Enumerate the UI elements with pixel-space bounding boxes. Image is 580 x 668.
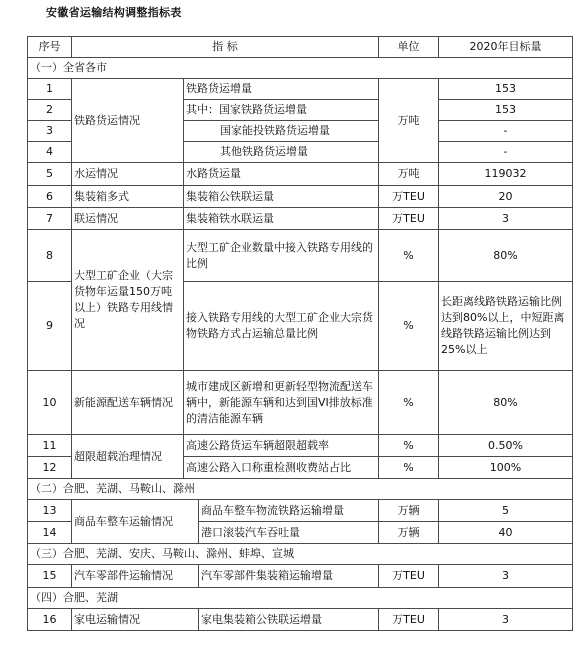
row-category: 商品车整车运输情况 (72, 500, 199, 544)
row-seq: 8 (28, 230, 72, 282)
row-target: 80% (439, 371, 573, 435)
row-unit: 万TEU (379, 609, 439, 631)
row-category: 大型工矿企业（大宗货物年运量150万吨以上）铁路专用线情况 (72, 230, 184, 371)
row-indicator: 铁路货运增量 (184, 79, 379, 100)
row-indicator: 商品车整车物流铁路运输增量 (199, 500, 379, 522)
row-target: 80% (439, 230, 573, 282)
row-seq: 11 (28, 435, 72, 457)
row-target: - (439, 142, 573, 163)
row-unit: % (379, 435, 439, 457)
header-indicator: 指 标 (72, 37, 379, 58)
row-indicator: 家电集装箱公铁联运增量 (199, 609, 379, 631)
row-unit: % (379, 230, 439, 282)
row-target: 5 (439, 500, 573, 522)
row-indicator: 高速公路货运车辆超限超载率 (184, 435, 379, 457)
row-seq: 2 (28, 100, 72, 121)
row-unit: % (379, 282, 439, 371)
row-seq: 5 (28, 163, 72, 186)
row-category: 水运情况 (72, 163, 184, 186)
header-row (28, 37, 573, 58)
table-row (28, 609, 573, 631)
row-indicator: 高速公路入口称重检测收费站占比 (184, 457, 379, 479)
section-label: （二）合肥、芜湖、马鞍山、滁州 (28, 479, 573, 500)
row-indicator: 其他铁路货运增量 (184, 142, 379, 163)
row-unit: 万TEU (379, 186, 439, 208)
section-label: （一）全省各市 (28, 58, 573, 79)
row-seq: 10 (28, 371, 72, 435)
table-row (28, 435, 573, 457)
row-category: 集装箱多式 (72, 186, 184, 208)
section-row (28, 58, 573, 79)
row-category: 家电运输情况 (72, 609, 199, 631)
table-row (28, 208, 573, 230)
row-indicator: 集装箱铁水联运量 (184, 208, 379, 230)
table-row (28, 371, 573, 435)
row-unit: % (379, 457, 439, 479)
header-unit: 单位 (379, 37, 439, 58)
indicator-table (27, 36, 573, 631)
row-seq: 3 (28, 121, 72, 142)
row-indicator: 接入铁路专用线的大型工矿企业大宗货物铁路方式占运输总量比例 (184, 282, 379, 371)
row-indicator: 城市建成区新增和更新轻型物流配送车辆中，新能源车辆和达到国VI排放标准的清洁能源车辆 (184, 371, 379, 435)
section-row (28, 479, 573, 500)
row-seq: 9 (28, 282, 72, 371)
row-seq: 7 (28, 208, 72, 230)
row-indicator: 港口滚装汽车吞吐量 (199, 522, 379, 544)
section-row (28, 544, 573, 565)
section-row (28, 588, 573, 609)
row-category: 超限超载治理情况 (72, 435, 184, 479)
row-target: 119032 (439, 163, 573, 186)
table-row (28, 79, 573, 100)
row-unit: 万辆 (379, 500, 439, 522)
row-target: 20 (439, 186, 573, 208)
row-indicator: 水路货运量 (184, 163, 379, 186)
header-seq: 序号 (28, 37, 72, 58)
row-category: 联运情况 (72, 208, 184, 230)
row-target: 3 (439, 609, 573, 631)
row-target: 153 (439, 79, 573, 100)
row-unit: 万TEU (379, 565, 439, 588)
row-target: 40 (439, 522, 573, 544)
row-unit: 万吨 (379, 79, 439, 163)
row-seq: 14 (28, 522, 72, 544)
row-indicator: 汽车零部件集装箱运输增量 (199, 565, 379, 588)
row-indicator: 集装箱公铁联运量 (184, 186, 379, 208)
row-seq: 16 (28, 609, 72, 631)
row-unit: 万辆 (379, 522, 439, 544)
table-title: 安徽省运输结构调整指标表 (46, 6, 182, 19)
row-target: 100% (439, 457, 573, 479)
row-indicator: 大型工矿企业数量中接入铁路专用线的比例 (184, 230, 379, 282)
row-indicator: 国家能投铁路货运增量 (184, 121, 379, 142)
row-target: 0.50% (439, 435, 573, 457)
table-row (28, 500, 573, 522)
row-target: 3 (439, 565, 573, 588)
row-seq: 4 (28, 142, 72, 163)
row-target: 长距离线路铁路运输比例达到80%以上，中短距离线路铁路运输比例达到25%以上 (439, 282, 573, 371)
row-target: 3 (439, 208, 573, 230)
row-seq: 13 (28, 500, 72, 522)
row-category: 新能源配送车辆情况 (72, 371, 184, 435)
table-row (28, 565, 573, 588)
row-seq: 1 (28, 79, 72, 100)
section-label: （三）合肥、芜湖、安庆、马鞍山、滁州、蚌埠、宣城 (28, 544, 573, 565)
table-row (28, 230, 573, 282)
section-label: （四）合肥、芜湖 (28, 588, 573, 609)
row-unit: % (379, 371, 439, 435)
row-indicator: 其中：国家铁路货运增量 (184, 100, 379, 121)
table-row (28, 163, 573, 186)
header-target: 2020年目标量 (439, 37, 573, 58)
row-unit: 万吨 (379, 163, 439, 186)
row-seq: 6 (28, 186, 72, 208)
row-seq: 15 (28, 565, 72, 588)
row-category: 铁路货运情况 (72, 79, 184, 163)
row-target: - (439, 121, 573, 142)
row-seq: 12 (28, 457, 72, 479)
row-target: 153 (439, 100, 573, 121)
table-row (28, 186, 573, 208)
row-unit: 万TEU (379, 208, 439, 230)
row-category: 汽车零部件运输情况 (72, 565, 199, 588)
